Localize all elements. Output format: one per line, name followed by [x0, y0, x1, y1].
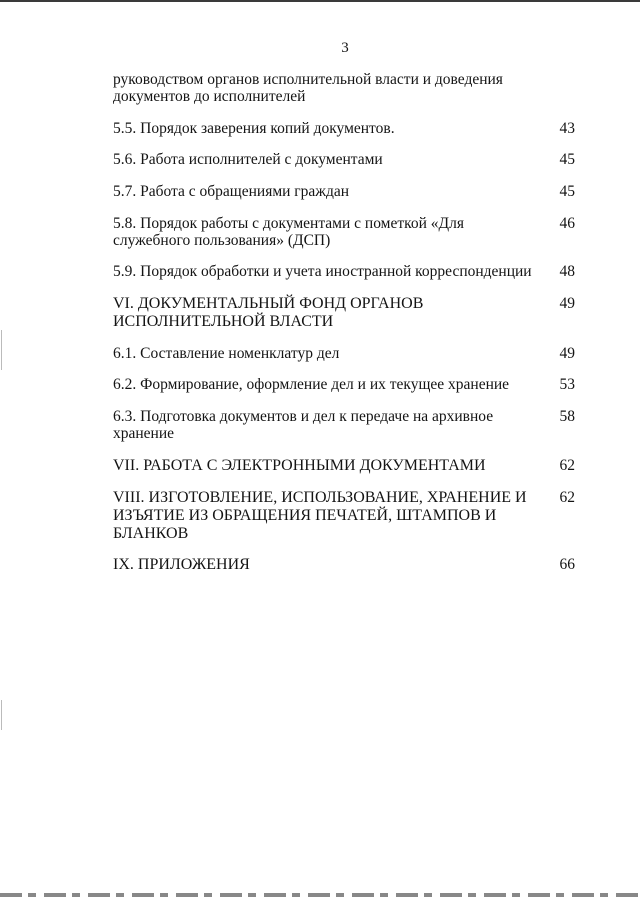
toc-entry-title: руководством органов исполнительной власти и доведения документов до исполнителей [113, 71, 503, 105]
scan-artifact [1, 700, 2, 730]
toc-entry-title: VII. РАБОТА С ЭЛЕКТРОННЫМИ ДОКУМЕНТАМИ [113, 457, 486, 474]
bottom-scan-border [0, 893, 640, 897]
toc-entry-title: 5.6. Работа исполнителей с документами [113, 151, 383, 168]
scan-artifact [1, 330, 2, 370]
toc-entry-page: 58 [559, 408, 575, 425]
toc-entry-page: 62 [559, 489, 575, 506]
toc-entry-page: 45 [559, 183, 575, 200]
toc-entry-page: 48 [559, 263, 575, 280]
toc-entry-title: 5.5. Порядок заверения копий документов. [113, 120, 395, 137]
toc-entry-page: 43 [559, 120, 575, 137]
toc-entry-title: VIII. ИЗГОТОВЛЕНИЕ, ИСПОЛЬЗОВАНИЕ, ХРАНЕНИЕ И ИЗЪЯТИЕ ИЗ ОБРАЩЕНИЯ ПЕЧАТЕЙ, ШТАМПОВ И БЛАНКОВ [113, 489, 527, 542]
toc-entry-page: 53 [559, 376, 575, 393]
toc-entry-title: VI. ДОКУМЕНТАЛЬНЫЙ ФОНД ОРГАНОВ ИСПОЛНИТЕЛЬНОЙ ВЛАСТИ [113, 295, 424, 330]
toc-entry-page: 46 [559, 215, 575, 232]
toc-entry-page: 45 [559, 151, 575, 168]
toc-entry-page: 49 [559, 295, 575, 312]
toc-entry-page: 62 [559, 457, 575, 474]
toc-entry-page: 66 [559, 556, 575, 573]
toc-entry-title: 5.9. Порядок обработки и учета иностранной корреспонденции [113, 263, 532, 280]
page-number: 3 [341, 40, 349, 56]
toc-entry-page: 49 [559, 345, 575, 362]
toc-entry-title: 6.2. Формирование, оформление дел и их текущее хранение [113, 376, 510, 393]
toc-entry-title: 5.8. Порядок работы с документами с пометкой «Для служебного пользования» (ДСП) [113, 215, 464, 249]
toc-entry-title: 5.7. Работа с обращениями граждан [113, 183, 350, 200]
toc-entry-title: IX. ПРИЛОЖЕНИЯ [113, 556, 250, 573]
toc-entry-title: 6.3. Подготовка документов и дел к передаче на архивное хранение [113, 408, 494, 442]
toc-entry-title: 6.1. Составление номенклатур дел [113, 345, 340, 362]
